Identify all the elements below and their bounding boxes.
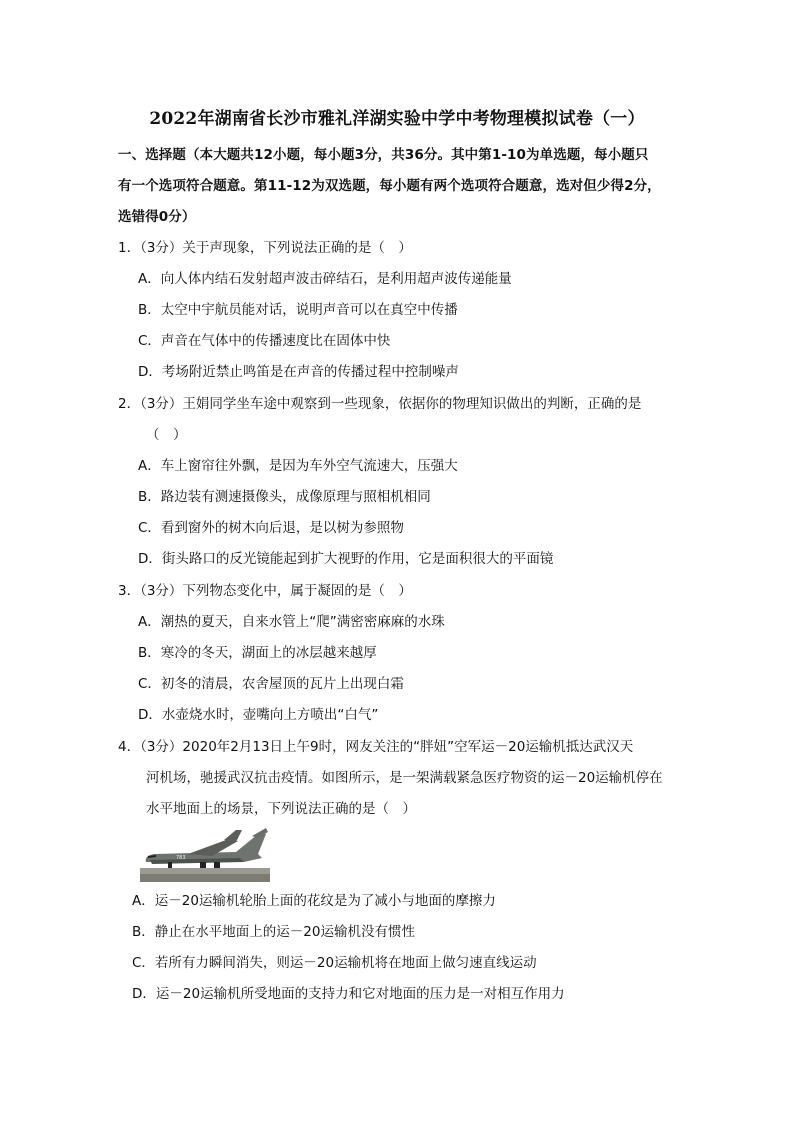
option-b: B．静止在水平地面上的运－20运输机没有惯性	[132, 924, 415, 940]
option-c: C．声音在气体中的传播速度比在固体中快	[138, 333, 391, 349]
option-b: B．路边装有测速摄像头，成像原理与照相机相同	[138, 489, 431, 505]
option-a: A．潮热的夏天，自来水管上“爬”满密密麻麻的水珠	[138, 614, 445, 630]
option-c: C．看到窗外的树木向后退，是以树为参照物	[138, 520, 404, 536]
question-stem: 3．（3分）下列物态变化中，属于凝固的是（ ）	[118, 583, 412, 599]
question-stem: 4．（3分）2020年2月13日上午9时，网友关注的“胖妞”空军运－20运输机抵达武汉天	[118, 739, 634, 755]
question-stem-cont: （ ）	[146, 427, 187, 443]
tail-number: 783	[176, 855, 186, 861]
option-a: A．向人体内结石发射超声波击碎结石，是利用超声波传递能量	[138, 271, 512, 287]
option-b: B．寒冷的冬天，湖面上的冰层越来越厚	[138, 645, 377, 661]
option-d: D．水壶烧水时，壶嘴向上方喷出“白气”	[138, 707, 379, 723]
section-line-1: 一、选择题（本大题共12小题，每小题3分，共36分。其中第1-10为单选题，每小题只	[118, 147, 649, 163]
question-3	[118, 576, 688, 731]
section-line-2: 有一个选项符合题意。第11-12为双选题，每小题有两个选项符合题意，选对但少得2分，	[118, 178, 661, 194]
airplane-photo-icon	[140, 826, 270, 882]
option-d: D．街头路口的反光镜能起到扩大视野的作用，它是面积很大的平面镜	[138, 551, 554, 567]
question-stem: 2．（3分）王娟同学坐车途中观察到一些现象，依据你的物理知识做出的判断，正确的是	[118, 396, 642, 412]
option-d: D．运－20运输机所受地面的支持力和它对地面的压力是一对相互作用力	[132, 986, 565, 1002]
question-4-options	[118, 886, 688, 1010]
option-c: C．若所有力瞬间消失，则运－20运输机将在地面上做匀速直线运动	[132, 955, 537, 971]
question-1	[118, 233, 688, 388]
option-d: D．考场附近禁止鸣笛是在声音的传播过程中控制噪声	[138, 364, 459, 380]
question-stem-cont-2: 水平地面上的场景，下列说法正确的是（ ）	[146, 801, 416, 817]
question-stem: 1．（3分）关于声现象，下列说法正确的是（ ）	[118, 240, 412, 256]
option-c: C．初冬的清晨，农舍屋顶的瓦片上出现白霜	[138, 676, 404, 692]
exam-title: 2022年湖南省长沙市雅礼洋湖实验中学中考物理模拟试卷（一）	[149, 109, 645, 129]
question-4	[118, 732, 688, 825]
question-2	[118, 389, 688, 575]
section-line-3: 选错得0分）	[118, 209, 196, 225]
question-stem-cont-1: 河机场，驰援武汉抗击疫情。如图所示，是一架满载紧急医疗物资的运－20运输机停在	[146, 770, 663, 786]
option-a: A．车上窗帘往外飘，是因为车外空气流速大，压强大	[138, 458, 458, 474]
option-a: A．运－20运输机轮胎上面的花纹是为了减小与地面的摩擦力	[132, 893, 496, 909]
option-b: B．太空中宇航员能对话，说明声音可以在真空中传播	[138, 302, 458, 318]
section-header	[118, 140, 688, 233]
